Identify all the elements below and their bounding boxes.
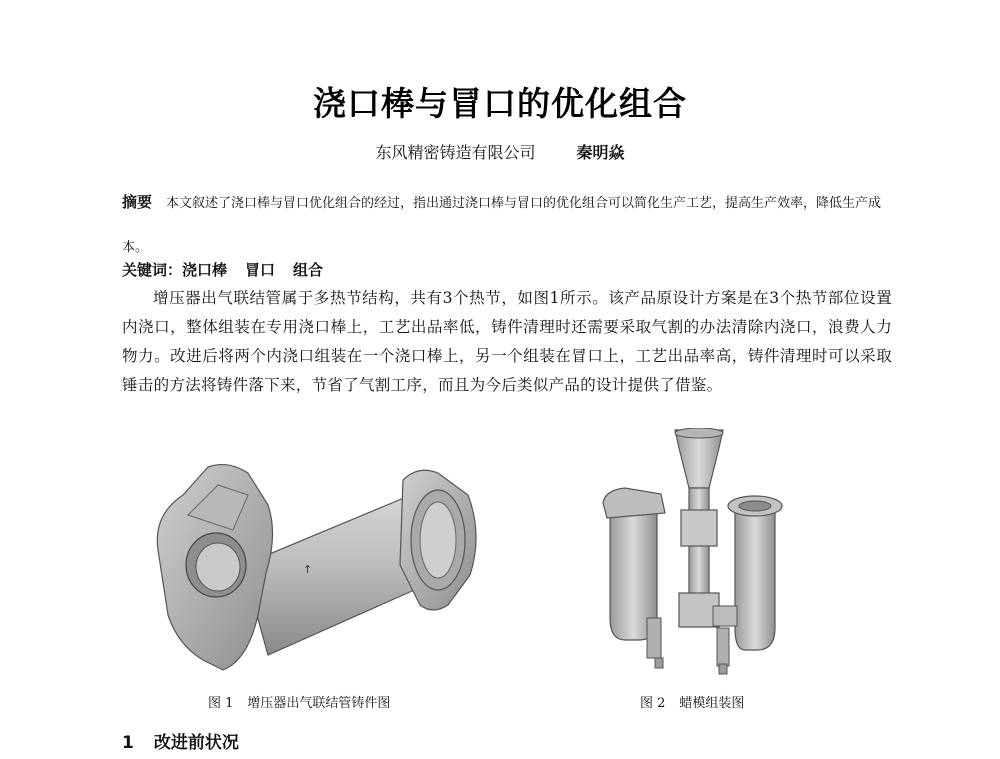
abstract-text: 本文叙述了浇口棒与冒口优化组合的经过，指出通过浇口棒与冒口的优化组合可以简化生产工艺，提高生产效率，降低生产成本。 bbox=[122, 196, 882, 255]
figure-2-caption bbox=[640, 692, 744, 711]
paper-title: 浇口棒与冒口的优化组合 bbox=[313, 84, 687, 123]
keyword-3: 组合 bbox=[293, 261, 324, 279]
figure-2-text: 蜡模组装图 bbox=[679, 696, 745, 711]
company-name: 东风精密铸造有限公司 bbox=[375, 143, 536, 162]
abstract bbox=[122, 180, 892, 270]
keyword-2: 冒口 bbox=[245, 261, 276, 279]
figure-1-caption bbox=[208, 692, 390, 711]
body-paragraph: 增压器出气联结管属于多热节结构，共有3个热节，如图1所示。该产品原设计方案是在3个热节部位设置内浇口，整体组装在专用浇口棒上，工艺出品率低，铸件清理时还需要采取气割的办法清除内浇口，浪费人力物力。改进后将两个内浇口组装在一个浇口棒上，另一个组装在冒口上，工艺出品率高，铸件清理时可以采取锤击的方法将铸件落下来，节省了气割工序，而且为今后类似产品的设计提供了借鉴。 bbox=[122, 289, 892, 394]
wax-assembly-image bbox=[595, 428, 795, 678]
figure-2 bbox=[595, 428, 795, 678]
figure-1 bbox=[148, 455, 483, 680]
byline bbox=[0, 140, 1000, 163]
casting-image bbox=[148, 455, 483, 680]
keywords-label: 关键词： bbox=[122, 261, 183, 279]
figure-1-number: 图 1 bbox=[208, 696, 234, 711]
keywords bbox=[122, 259, 341, 280]
author-name: 秦明焱 bbox=[576, 143, 625, 162]
svg-text:↑: ↑ bbox=[303, 563, 313, 576]
section-heading bbox=[122, 728, 239, 753]
figure-2-number: 图 2 bbox=[640, 696, 666, 711]
abstract-label: 摘要 bbox=[122, 193, 153, 211]
figure-1-text: 增压器出气联结管铸件图 bbox=[247, 696, 391, 711]
section-title: 改进前状况 bbox=[153, 733, 239, 753]
keyword-1: 浇口棒 bbox=[182, 261, 228, 279]
section-number: 1 bbox=[122, 733, 134, 753]
